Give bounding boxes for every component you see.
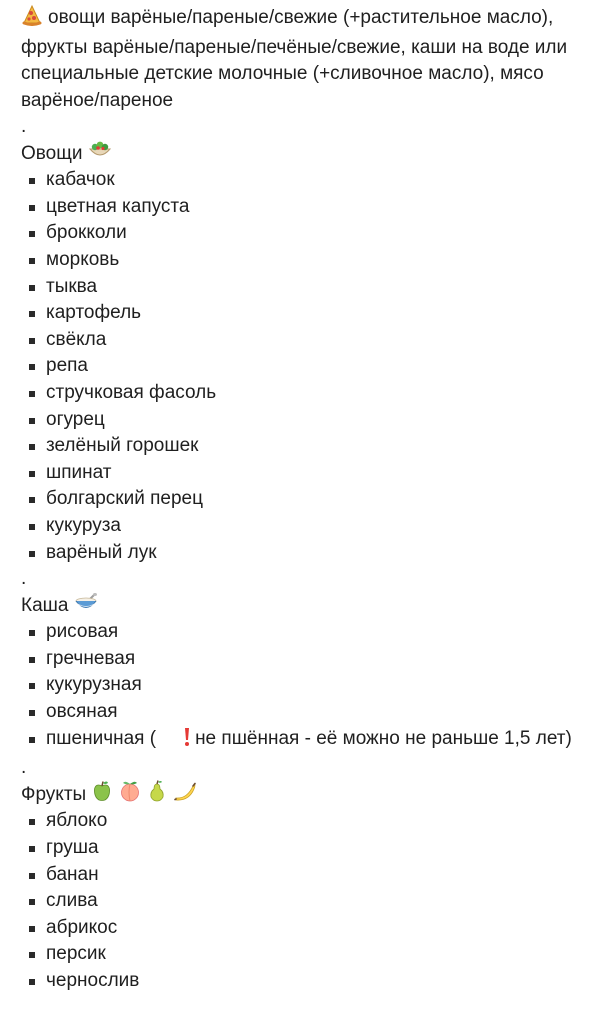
list-item: морковь	[21, 247, 586, 274]
intro-text: овощи варёные/пареные/свежие (+растительное масло), фрукты варёные/пареные/печёные/свежие, каши на воде или специальные детские молочные (+сливочное масло), мясо варёное/пареное	[21, 7, 568, 111]
exclamation-mark-icon	[158, 727, 191, 756]
list-item: слива	[21, 888, 586, 915]
list-item: яблоко	[21, 808, 586, 835]
porridge-title: Каша	[21, 594, 69, 616]
list-item: тыква	[21, 274, 586, 301]
list-item: овсяная	[21, 699, 586, 726]
list-item: варёный лук	[21, 540, 586, 567]
banana-icon	[173, 781, 197, 810]
list-item: гречневая	[21, 646, 586, 673]
peach-icon	[119, 780, 141, 811]
separator-dot: .	[21, 568, 27, 590]
list-item: репа	[21, 353, 586, 380]
list-item: болгарский перец	[21, 486, 586, 513]
pear-icon	[148, 780, 166, 811]
list-item: банан	[21, 862, 586, 889]
vegetables-heading	[21, 141, 586, 168]
pizza-icon	[21, 4, 43, 35]
list-item: цветная капуста	[21, 194, 586, 221]
green-apple-icon	[92, 780, 112, 811]
vegetables-title: Овощи	[21, 142, 83, 164]
wheat-item-text-start: пшеничная (	[46, 727, 157, 749]
list-item: персик	[21, 941, 586, 968]
list-item: брокколи	[21, 220, 586, 247]
list-item: стручковая фасоль	[21, 380, 586, 407]
porridge-list	[21, 619, 586, 755]
list-item: зелёный горошек	[21, 433, 586, 460]
fruits-heading	[21, 782, 586, 809]
bowl-with-spoon-icon	[74, 592, 98, 621]
list-item: шпинат	[21, 460, 586, 487]
salad-icon	[88, 140, 112, 169]
separator-dot: .	[21, 116, 27, 137]
fruits-list	[21, 808, 586, 994]
list-item: груша	[21, 835, 586, 862]
list-item: кабачок	[21, 167, 586, 194]
intro-paragraph	[21, 4, 586, 114]
fruits-title: Фрукты	[21, 783, 87, 805]
list-item: свёкла	[21, 327, 586, 354]
list-item: огурец	[21, 407, 586, 434]
list-item: абрикос	[21, 915, 586, 942]
list-item: чернослив	[21, 968, 586, 995]
message-text	[21, 4, 586, 995]
wheat-item-text-end: не пшённая - её можно не раньше 1,5 лет)	[195, 727, 572, 749]
list-item: картофель	[21, 300, 586, 327]
separator-dot: .	[21, 757, 27, 779]
porridge-heading	[21, 593, 586, 620]
list-item: рисовая	[21, 619, 586, 646]
list-item: кукуруза	[21, 513, 586, 540]
list-item	[21, 726, 586, 756]
vegetables-list	[21, 167, 586, 566]
list-item: кукурузная	[21, 672, 586, 699]
